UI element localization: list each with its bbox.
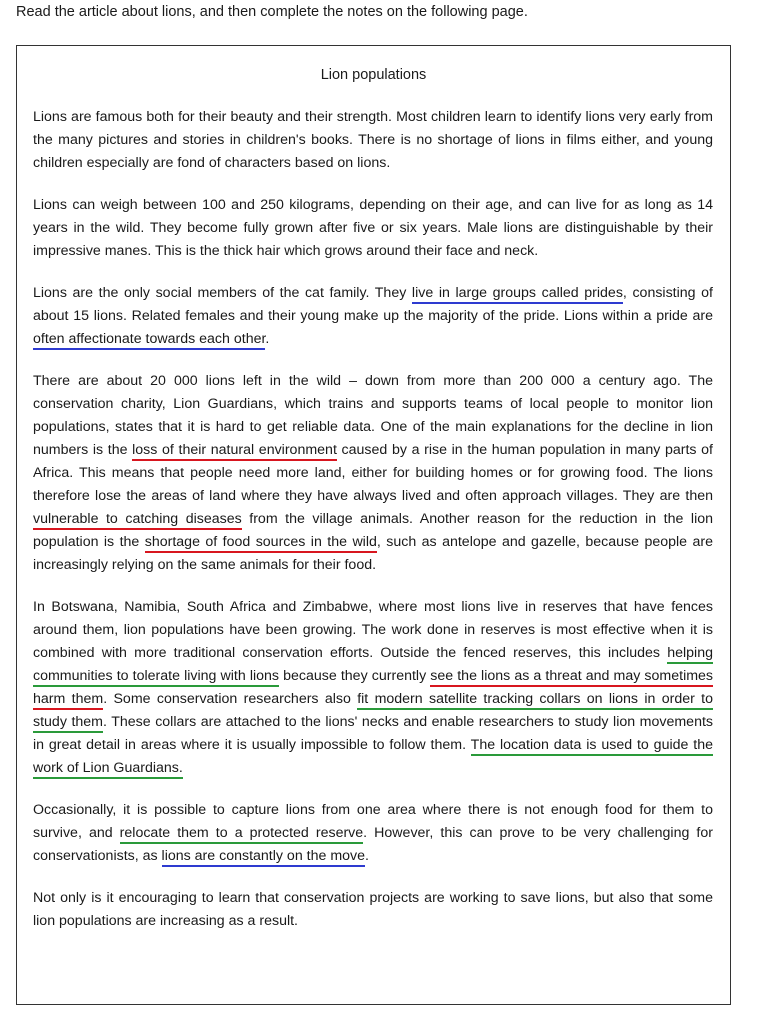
paragraph-7: Not only is it encouraging to learn that conservation projects are working to save lions, but also that some lion populations are increasing as a result. [33, 890, 713, 929]
text-segment: Lions are the only social members of the cat family. They [33, 285, 412, 301]
paragraph-1: Lions are famous both for their beauty and their strength. Most children learn to identify lions very early from the many pictures and stories in children's books. There is no shortage of lions in films either, and young children especially are fond of characters based on lions. [33, 109, 713, 171]
paragraph-3 [33, 282, 713, 351]
highlight-red: shortage of food sources in the wild [145, 534, 377, 553]
paragraph-4 [33, 370, 713, 577]
highlight-green: fit modern satellite tracking collars on lions in order to study them [33, 691, 713, 733]
highlight-red: loss of their natural environment [132, 442, 337, 461]
text-segment: . Some conservation researchers also [103, 691, 358, 707]
paragraph-6 [33, 799, 713, 868]
text-segment: , such as antelope and gazelle, because people are increasingly relying on the same animals for their food. [33, 534, 713, 573]
text-segment: because they currently [279, 668, 431, 684]
text-segment: . [265, 331, 270, 347]
highlight-blue: live in large groups called prides [412, 285, 623, 304]
highlight-green: relocate them to a protected reserve [120, 825, 364, 844]
highlight-red: see the lions as a threat and may sometimes harm them [33, 668, 713, 710]
text-segment: caused by a rise in the human population in many parts of Africa. This means that people need more land, either for building homes or for growing food. The lions therefore lose the areas of land where they have always lived and often approach villages. They are then [33, 442, 713, 504]
highlight-green: The location data is used to guide the work of Lion Guardians. [33, 737, 713, 779]
paragraph-5 [33, 596, 713, 780]
text-segment: . [365, 848, 369, 864]
text-segment: . These collars are attached to the lions' necks and enable researchers to study lion movements in great detail in areas where it is usually impossible to follow them. [33, 714, 713, 753]
highlight-red: vulnerable to catching diseases [33, 511, 242, 530]
text-segment: . However, this can prove to be very challenging for conservationists, as [33, 825, 713, 864]
paragraph-2: Lions can weigh between 100 and 250 kilograms, depending on their age, and can live for as long as 14 years in the wild. They become fully grown after five or six years. Male lions are distinguishable by their impressive manes. This is the thick hair which grows around their face and neck. [33, 197, 713, 259]
text-segment: In Botswana, Namibia, South Africa and Zimbabwe, where most lions live in reserves that have fences around them, lion populations have been growing. The work done in reserves is most effective when it is combined with more traditional conservation efforts. Outside the fenced reserves, this includes [33, 599, 713, 661]
text-segment: Occasionally, it is possible to capture lions from one area where there is not enough food for them to survive, and [33, 802, 713, 841]
article-frame [16, 45, 731, 1005]
highlight-blue: lions are constantly on the move [162, 848, 365, 867]
article-body [33, 106, 713, 952]
text-segment: from the village animals. Another reason for the reduction in the lion population is the [33, 511, 714, 550]
text-segment: , consisting of about 15 lions. Related females and their young make up the majority of the pride. Lions within a pride are [33, 285, 713, 324]
text-segment: There are about 20 000 lions left in the wild – down from more than 200 000 a century ago. The conservation charity, Lion Guardians, which trains and supports teams of local people to monitor lion populations, states that it is hard to get reliable data. One of the main explanations for the decline in lion numbers is the [33, 373, 713, 458]
instruction-text: Read the article about lions, and then complete the notes on the following page. [16, 4, 528, 20]
article-title: Lion populations [320, 67, 427, 83]
highlight-green: helping communities to tolerate living with lions [33, 645, 713, 687]
highlight-blue: often affectionate towards each other [33, 331, 265, 350]
